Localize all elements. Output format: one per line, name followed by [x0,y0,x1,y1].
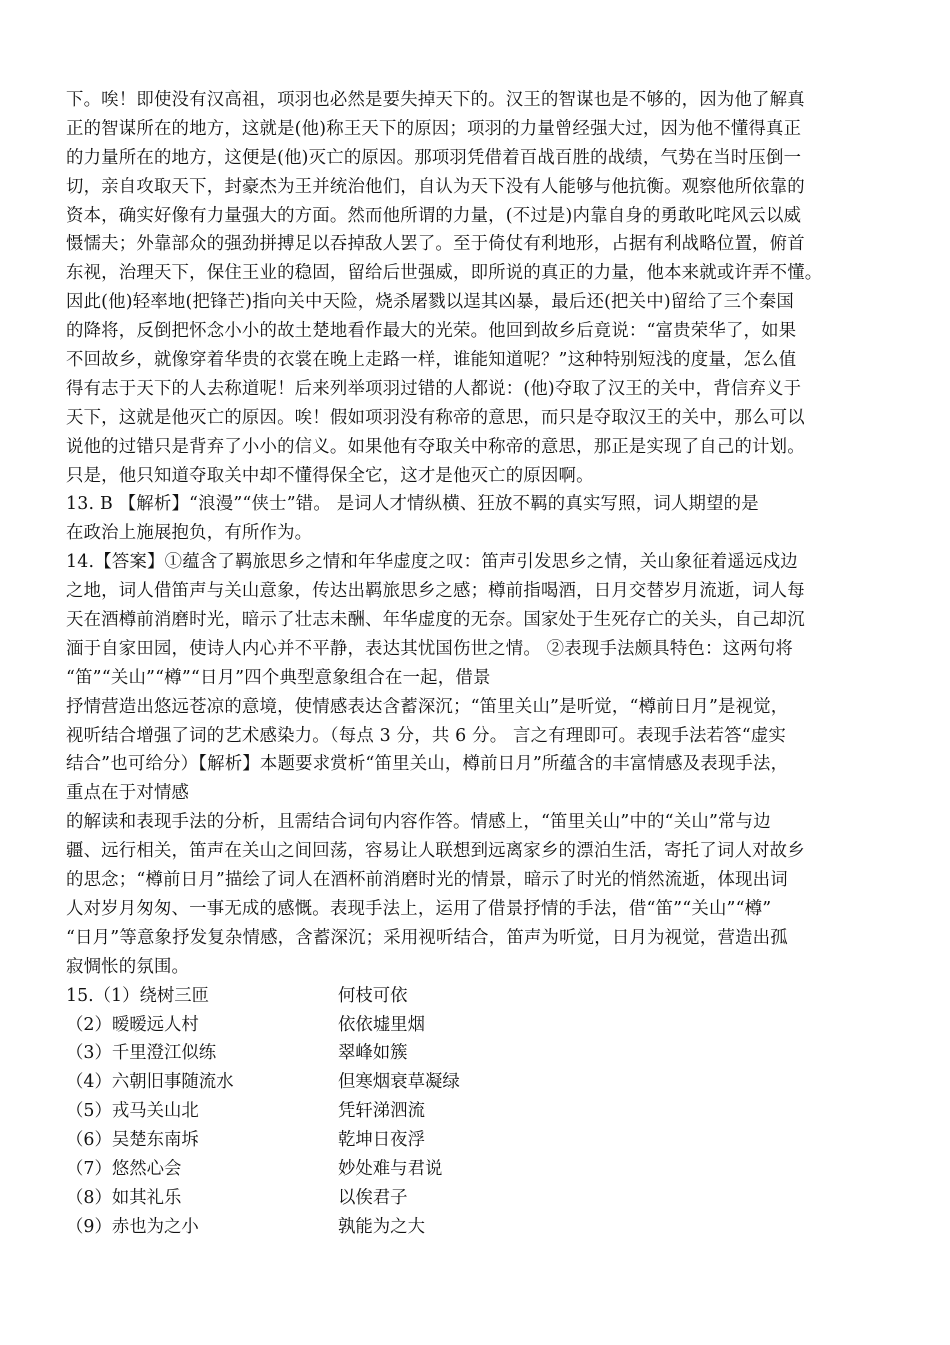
dictation-row [66,1068,896,1097]
dictation-second-half: 妙处难与君说 [338,1158,443,1179]
text-line: 的降将，反倒把怀念小小的故土楚地看作最大的光荣。他回到故乡后竟说：“富贵荣华了，如果 [66,321,797,342]
question-15-answer [66,982,896,1242]
dictation-second-half: 何枝可依 [338,985,408,1006]
dictation-first-half: （8）如其礼乐 [66,1187,182,1208]
text-line: 切，亲自攻取天下，封豪杰为王并统治他们，自认为天下没有人能够与他抗衡。观察他所依靠的 [66,176,805,197]
dictation-second-half: 依依墟里烟 [338,1014,425,1035]
text-line: 下。唉！即使没有汉高祖，项羽也必然是要失掉天下的。汉王的智谋也是不够的，因为他了解真 [66,90,805,110]
text-line: 13. B 【解析】“浪漫”“侠士”错。 是词人才情纵横、狂放不羁的真实写照，词人期望的是 [66,494,759,515]
text-line: 资本，确实好像有力量强大的方面。然而他所谓的力量，(不过是)内靠自身的勇敢叱咤风云以威 [66,205,802,226]
answer-document [66,86,896,1242]
dictation-second-half: 但寒烟衰草凝绿 [338,1072,460,1093]
text-line: “笛”“关山”“樽”“日月”四个典型意象组合在一起，借景 [66,667,491,688]
text-line: 天在酒樽前消磨时光，暗示了壮志未酬、年华虚度的无奈。国家处于生死存亡的关头，自己却沉 [66,610,805,631]
text-line: 湎于自家田园，使诗人内心并不平静，表达其忧国伤世之情。 ②表现手法颇具特色：这两句将 [66,638,793,659]
text-line: 因此(他)轻率地(把锋芒)指向关中天险，烧杀屠戮以逞其凶暴，最后还(把关中)留给了三个秦国 [66,292,794,313]
text-line: 的力量所在的地方，这便是(他)灭亡的原因。那项羽凭借着百战百胜的战绩，气势在当时压倒一 [66,147,802,168]
dictation-second-half: 以俟君子 [338,1187,408,1208]
dictation-row [66,1126,896,1155]
text-line: 之地，词人借笛声与关山意象，传达出羁旅思乡之感；樽前指喝酒，日月交替岁月流逝，词人每 [66,581,805,602]
dictation-row [66,1184,896,1213]
dictation-first-half: （6）吴楚东南坼 [66,1130,199,1151]
question-13-answer [66,490,896,548]
text-line: 不回故乡，就像穿着华贵的衣裳在晚上走路一样，谁能知道呢？”这种特别短浅的度量，怎么值 [66,350,797,371]
dictation-row [66,1011,896,1040]
translation-paragraph [66,86,896,490]
dictation-first-half: （3）千里澄江似练 [66,1043,217,1064]
text-line: “日月”等意象抒发复杂情感，含蓄深沉；采用视听结合，笛声为听觉，日月为视觉，营造出孤 [66,927,788,948]
dictation-second-half: 翠峰如簇 [338,1043,408,1064]
text-line: 在政治上施展抱负，有所作为。 [66,523,313,544]
text-line: 视听结合增强了词的艺术感染力。（每点 3 分，共 6 分。 言之有理即可。表现手法若答“虚实 [66,725,787,746]
text-line: 天下，这就是他灭亡的原因。唉！假如项羽没有称帝的意思，而只是夺取汉王的关中，那么可以 [66,407,805,428]
text-line: 东视，治理天下，保住王业的稳固，留给后世强威，即所说的真正的力量，他本来就或许弄不懂。 [66,263,823,284]
dictation-second-half: 孰能为之大 [338,1216,425,1237]
text-line: 人对岁月匆匆、一事无成的感慨。表现手法上，运用了借景抒情的手法，借“笛”“关山”“樽” [66,898,772,919]
text-line: 寂惆怅的氛围。 [66,956,190,977]
text-line: 抒情营造出悠远苍凉的意境，使情感表达含蓄深沉；“笛里关山”是听觉，“樽前日月”是视觉， [66,696,789,717]
question-14-answer [66,548,896,981]
text-line: 的思念；“樽前日月”描绘了词人在酒杯前消磨时光的情景，暗示了时光的悄然流逝，体现出词 [66,870,788,891]
dictation-row [66,1155,896,1184]
text-line: 的解读和表现手法的分析，且需结合词句内容作答。情感上，“笛里关山”中的“关山”常与边 [66,812,771,833]
dictation-first-half: （9）赤也为之小 [66,1216,199,1237]
dictation-first-half: （4）六朝旧事随流水 [66,1072,234,1093]
text-line: 结合”也可给分）【解析】本题要求赏析“笛里关山，樽前日月”所蕴含的丰富情感及表现手法， [66,754,789,775]
dictation-second-half: 凭轩涕泗流 [338,1101,425,1122]
text-line: 正的智谋所在的地方，这就是(他)称王天下的原因；项羽的力量曾经强大过，因为他不懂得真正 [66,118,802,139]
text-line: 疆、远行相关，笛声在关山之间回荡，容易让人联想到远离家乡的漂泊生活，寄托了词人对故乡 [66,841,805,862]
text-line: 得有志于天下的人去称道呢！后来列举项羽过错的人都说：(他)夺取了汉王的关中，背信弃义于 [66,378,802,399]
text-line: 重点在于对情感 [66,783,190,804]
dictation-first-half: 15.（1）绕树三匝 [66,985,210,1006]
text-line: 说他的过错只是背弃了小小的信义。如果他有夺取关中称帝的意思，那正是实现了自己的计划。 [66,436,805,457]
text-line: 14.【答案】①蕴含了羁旅思乡之情和年华虚度之叹：笛声引发思乡之情，关山象征着遥远戍边 [66,552,798,573]
text-line: 只是，他只知道夺取关中却不懂得保全它，这才是他灭亡的原因啊。 [66,465,594,486]
dictation-row [66,1039,896,1068]
dictation-first-half: （5）戎马关山北 [66,1101,199,1122]
dictation-row [66,1097,896,1126]
dictation-row [66,982,896,1011]
dictation-second-half: 乾坤日夜浮 [338,1130,425,1151]
text-line: 慑懦夫；外靠部众的强劲拼搏足以吞掉敌人罢了。至于倚仗有利地形，占据有利战略位置，俯首 [66,234,805,255]
dictation-first-half: （7）悠然心会 [66,1158,182,1179]
dictation-first-half: （2）暧暧远人村 [66,1014,199,1035]
dictation-row [66,1213,896,1242]
